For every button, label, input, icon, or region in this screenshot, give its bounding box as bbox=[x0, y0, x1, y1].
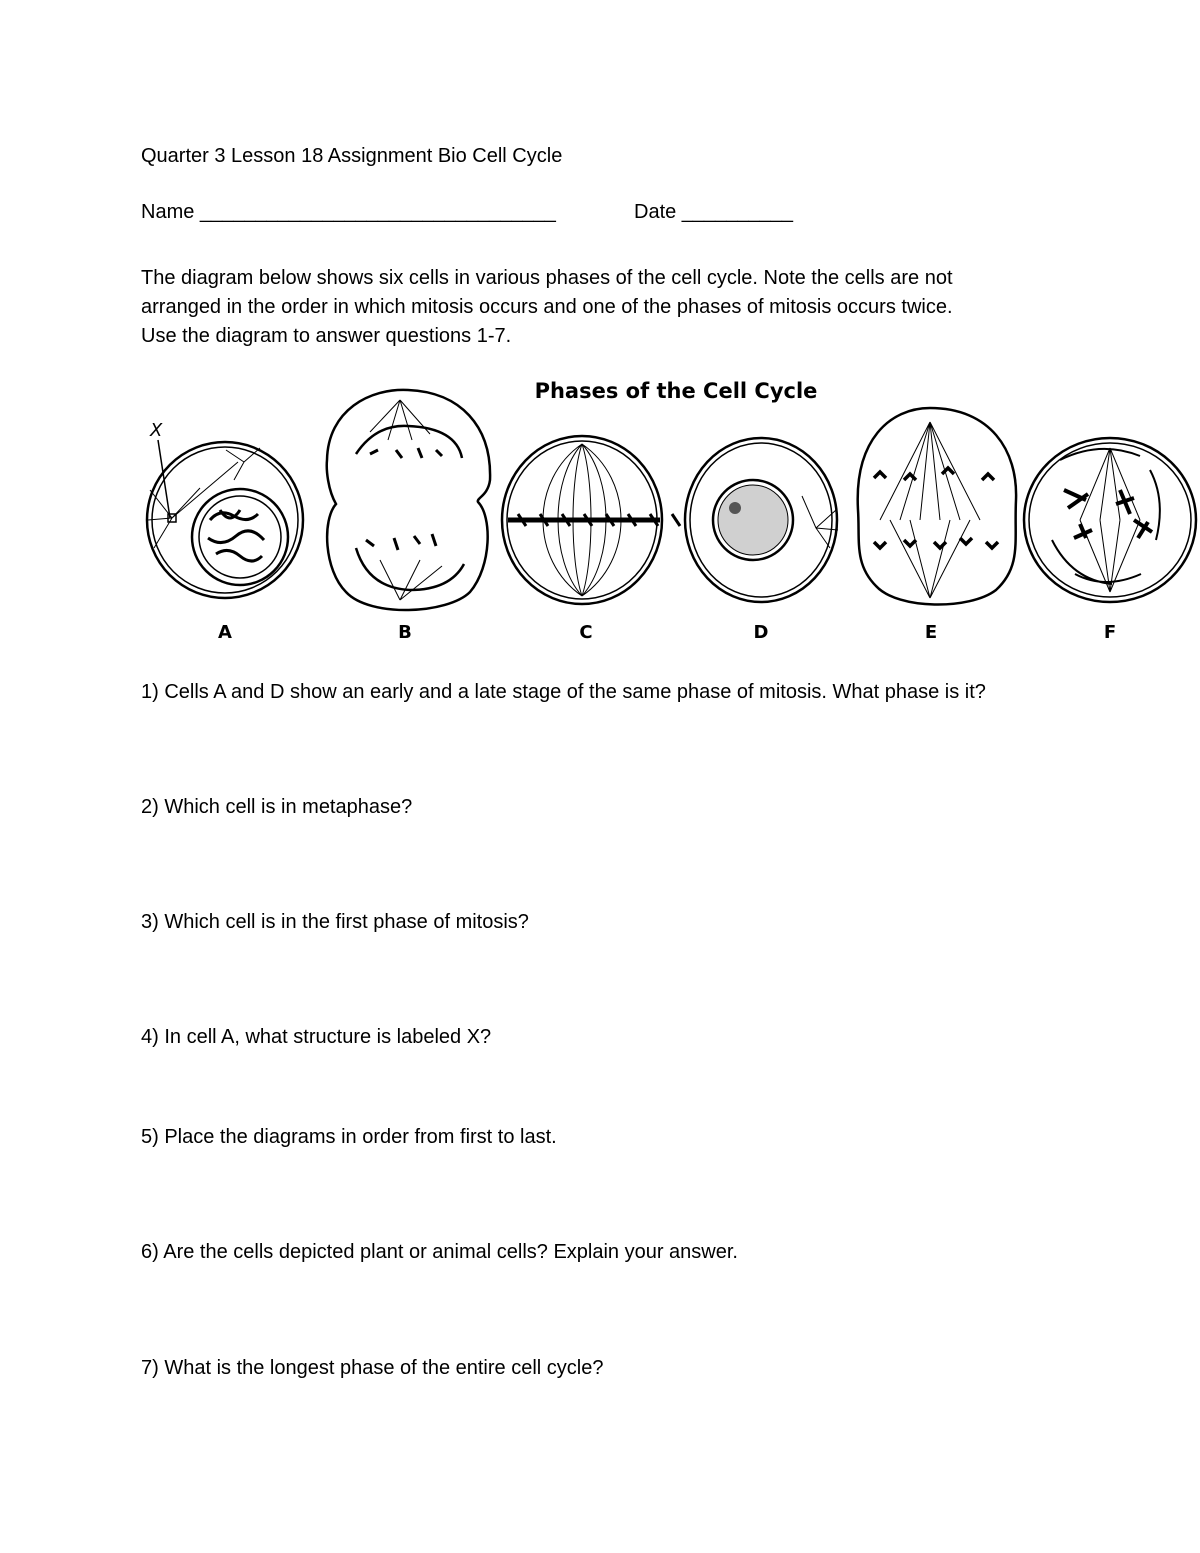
page-title: Quarter 3 Lesson 18 Assignment Bio Cell Cycle bbox=[141, 145, 563, 167]
cell-a-label: A bbox=[218, 622, 232, 643]
cell-f bbox=[1024, 438, 1196, 643]
question-4: 4) In cell A, what structure is labeled X? bbox=[141, 1026, 492, 1048]
date-field[interactable]: Date __________ bbox=[634, 201, 794, 223]
name-field[interactable]: Name ________________________________ bbox=[141, 201, 556, 223]
question-7: 7) What is the longest phase of the entire cell cycle? bbox=[141, 1357, 604, 1379]
intro-line-1: The diagram below shows six cells in various phases of the cell cycle. Note the cells are not bbox=[141, 267, 953, 289]
cell-f-label: F bbox=[1103, 622, 1117, 643]
question-1: 1) Cells A and D show an early and a late stage of the same phase of mitosis. What phase is it? bbox=[141, 681, 986, 703]
cell-cycle-diagram bbox=[130, 370, 1200, 650]
cell-d bbox=[685, 438, 838, 643]
question-6: 6) Are the cells depicted plant or animal cells? Explain your answer. bbox=[141, 1241, 738, 1263]
cell-a bbox=[147, 420, 303, 643]
cell-b-label: B bbox=[398, 622, 412, 643]
question-5: 5) Place the diagrams in order from first to last. bbox=[141, 1126, 557, 1148]
question-2: 2) Which cell is in metaphase? bbox=[141, 796, 413, 818]
cell-e bbox=[858, 408, 1016, 643]
cell-b bbox=[327, 390, 490, 643]
cell-d-label: D bbox=[753, 622, 769, 643]
x-label: X bbox=[150, 420, 163, 441]
cell-c-label: C bbox=[579, 622, 593, 643]
question-3: 3) Which cell is in the first phase of mitosis? bbox=[141, 911, 529, 933]
intro-line-2: arranged in the order in which mitosis occurs and one of the phases of mitosis occurs twice. bbox=[141, 296, 953, 318]
cell-c bbox=[502, 436, 680, 643]
diagram-title: Phases of the Cell Cycle bbox=[534, 379, 818, 403]
intro-line-3: Use the diagram to answer questions 1-7. bbox=[141, 325, 512, 347]
cell-e-label: E bbox=[924, 622, 938, 643]
